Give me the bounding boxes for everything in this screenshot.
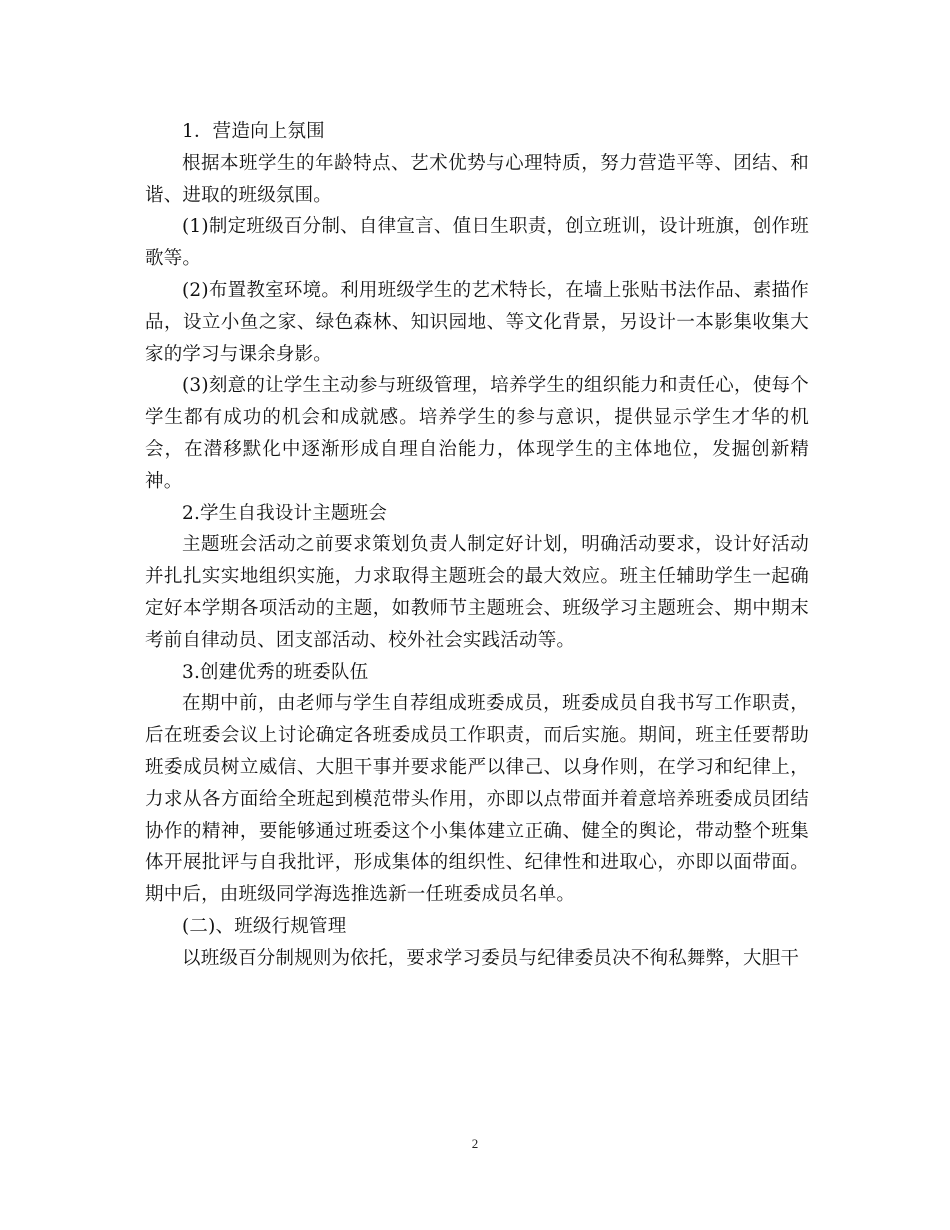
section-heading-4: (二)、班级行规管理 (182, 915, 347, 937)
paragraph-4: 以班级百分制规则为依托，要求学习委员与纪律委员决不徇私舞弊，大胆干 (182, 947, 800, 969)
list-item-2: (2)布置教室环境。利用班级学生的艺术特长，在墙上张贴书法作品、素描作品，设立小鱼之家、绿色森林、知识园地、等文化背景，另设计一本影集收集大家的学习与课余身影。 (145, 279, 809, 365)
section-heading-2: 2.学生自我设计主题班会 (182, 502, 388, 524)
page-number: 2 (471, 1136, 479, 1151)
section-heading-1: 1．营造向上氛围 (182, 121, 325, 142)
paragraph-3: 在期中前，由老师与学生自荐组成班委成员，班委成员自我书写工作职责，后在班委会议上讨论确定各班委成员工作职责，而后实施。期间，班主任要帮助班委成员树立威信、大胆干事并要求能严以律己、以身作则，在学习和纪律上，力求从各方面给全班起到模范带头作用，亦即以点带面并着意培养班委成员团结协作的精神，要能够通过班委这个小集体建立正确、健全的舆论，带动整个班集体开展批评与自我批评，形成集体的组织性、纪律性和进取心，亦即以面带面。期中后，由班级同学海选推选新一任班委成员名单。 (145, 693, 809, 906)
list-item-1: (1)制定班级百分制、自律宣言、值日生职责，创立班训，设计班旗，创作班歌等。 (145, 216, 809, 270)
paragraph-2: 主题班会活动之前要求策划负责人制定好计划，明确活动要求，设计好活动并扎扎实实地组织实施，力求取得主题班会的最大效应。班主任辅助学生一起确定好本学期各项活动的主题，如教师节主题班会、班级学习主题班会、期中期末考前自律动员、团支部活动、校外社会实践活动等。 (145, 534, 809, 651)
paragraph-1: 根据本班学生的年龄特点、艺术优势与心理特质，努力营造平等、团结、和谐、进取的班级氛围。 (145, 152, 809, 206)
section-heading-3: 3.创建优秀的班委队伍 (182, 661, 369, 683)
document-body (145, 116, 809, 975)
list-item-3: (3)刻意的让学生主动参与班级管理，培养学生的组织能力和责任心，使每个学生都有成功的机会和成就感。培养学生的参与意识，提供显示学生才华的机会，在潜移默化中逐渐形成自理自治能力，体现学生的主体地位，发掘创新精神。 (145, 375, 809, 492)
